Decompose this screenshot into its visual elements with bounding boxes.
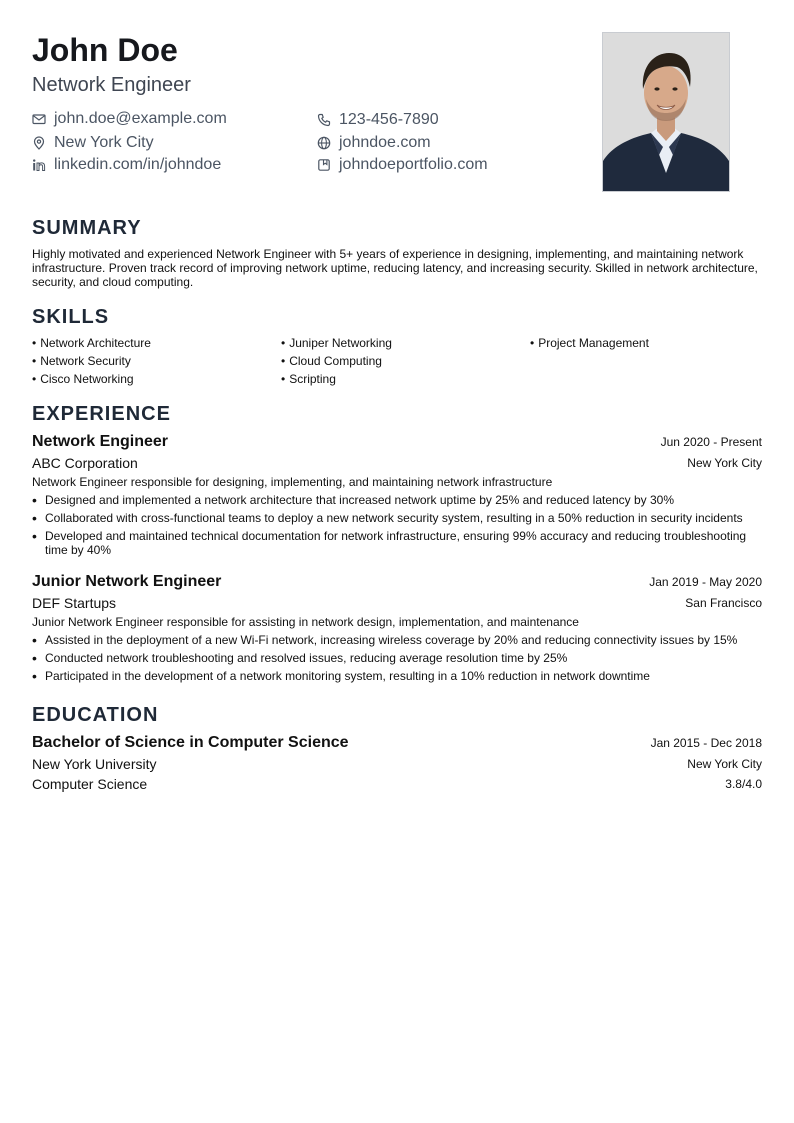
mail-icon (32, 112, 46, 126)
job-title: Network Engineer (32, 433, 169, 450)
field-of-study: Computer Science (32, 776, 148, 792)
skill-item: • Network Architecture (32, 336, 151, 350)
skill-item: • Cisco Networking (32, 372, 134, 386)
linkedin-icon (32, 158, 46, 172)
portfolio-text: johndoeportfolio.com (339, 156, 488, 173)
contact-email[interactable] (32, 109, 227, 129)
skill-item: • Cloud Computing (281, 354, 382, 368)
school-name: New York University (32, 756, 157, 772)
gpa: 3.8/4.0 (725, 777, 762, 791)
job-company: DEF Startups (32, 595, 117, 611)
skills-heading: SKILLS (32, 306, 110, 328)
degree-title: Bachelor of Science in Computer Science (32, 734, 349, 751)
profile-photo (602, 32, 730, 192)
location-text: New York City (54, 134, 154, 151)
map-pin-icon (32, 136, 46, 150)
candidate-name: John Doe (32, 32, 178, 68)
job-dates: Jun 2020 - Present (660, 435, 762, 449)
job-bullet: • Developed and maintained technical documentation for network infrastructure, ensuring 99% accuracy and reducing troubleshooting time by 40% (32, 528, 747, 557)
job-location: San Francisco (685, 596, 762, 610)
job-title: Junior Network Engineer (32, 573, 222, 590)
summary-text: Highly motivated and experienced Network Engineer with 5+ years of experience in designing, implementing, and maintaining network infrastructure. Proven track record of improving network uptime, reducing latency, and increasing security. Skilled in network architecture, security, and cloud computing. (32, 247, 758, 289)
linkedin-text: linkedin.com/in/johndoe (54, 156, 222, 173)
job-company: ABC Corporation (32, 455, 138, 471)
globe-icon (317, 136, 331, 150)
phone-text: 123-456-7890 (339, 111, 439, 128)
school-location: New York City (687, 757, 762, 771)
contact-phone[interactable] (317, 110, 439, 130)
skill-item: • Juniper Networking (281, 336, 392, 350)
job-bullet: • Assisted in the deployment of a new Wi-Fi network, increasing wireless coverage by 20% and reducing connectivity issues by 15% (32, 632, 738, 648)
skill-item: • Scripting (281, 372, 336, 386)
education-heading: EDUCATION (32, 704, 159, 726)
contact-website[interactable] (317, 133, 431, 153)
education-dates: Jan 2015 - Dec 2018 (650, 736, 762, 750)
contact-location (32, 133, 154, 153)
job-location: New York City (687, 456, 762, 470)
email-text: john.doe@example.com (54, 110, 227, 127)
job-bullet: • Collaborated with cross-functional teams to deploy a new network security system, resulting in a 50% reduction in security incidents (32, 510, 743, 526)
contact-linkedin[interactable] (32, 155, 221, 175)
portfolio-icon (317, 158, 331, 172)
job-description: Junior Network Engineer responsible for assisting in network design, implementation, and maintenance (32, 615, 579, 629)
job-bullet: • Participated in the development of a network monitoring system, resulting in a 10% reduction in network downtime (32, 668, 650, 684)
job-bullet: • Designed and implemented a network architecture that increased network uptime by 25% and reduced latency by 30% (32, 492, 675, 508)
job-description: Network Engineer responsible for designing, implementing, and maintaining network infrastructure (32, 475, 553, 489)
skill-item: • Project Management (530, 336, 649, 350)
job-bullet: • Conducted network troubleshooting and resolved issues, reducing average resolution time by 25% (32, 650, 568, 666)
skill-item: • Network Security (32, 354, 131, 368)
summary-heading: SUMMARY (32, 217, 142, 239)
phone-icon (317, 113, 331, 127)
candidate-role: Network Engineer (32, 74, 191, 96)
contact-portfolio[interactable] (317, 155, 488, 175)
profile-photo-image (603, 33, 729, 191)
website-text: johndoe.com (339, 134, 431, 151)
job-dates: Jan 2019 - May 2020 (649, 575, 762, 589)
experience-heading: EXPERIENCE (32, 403, 171, 425)
